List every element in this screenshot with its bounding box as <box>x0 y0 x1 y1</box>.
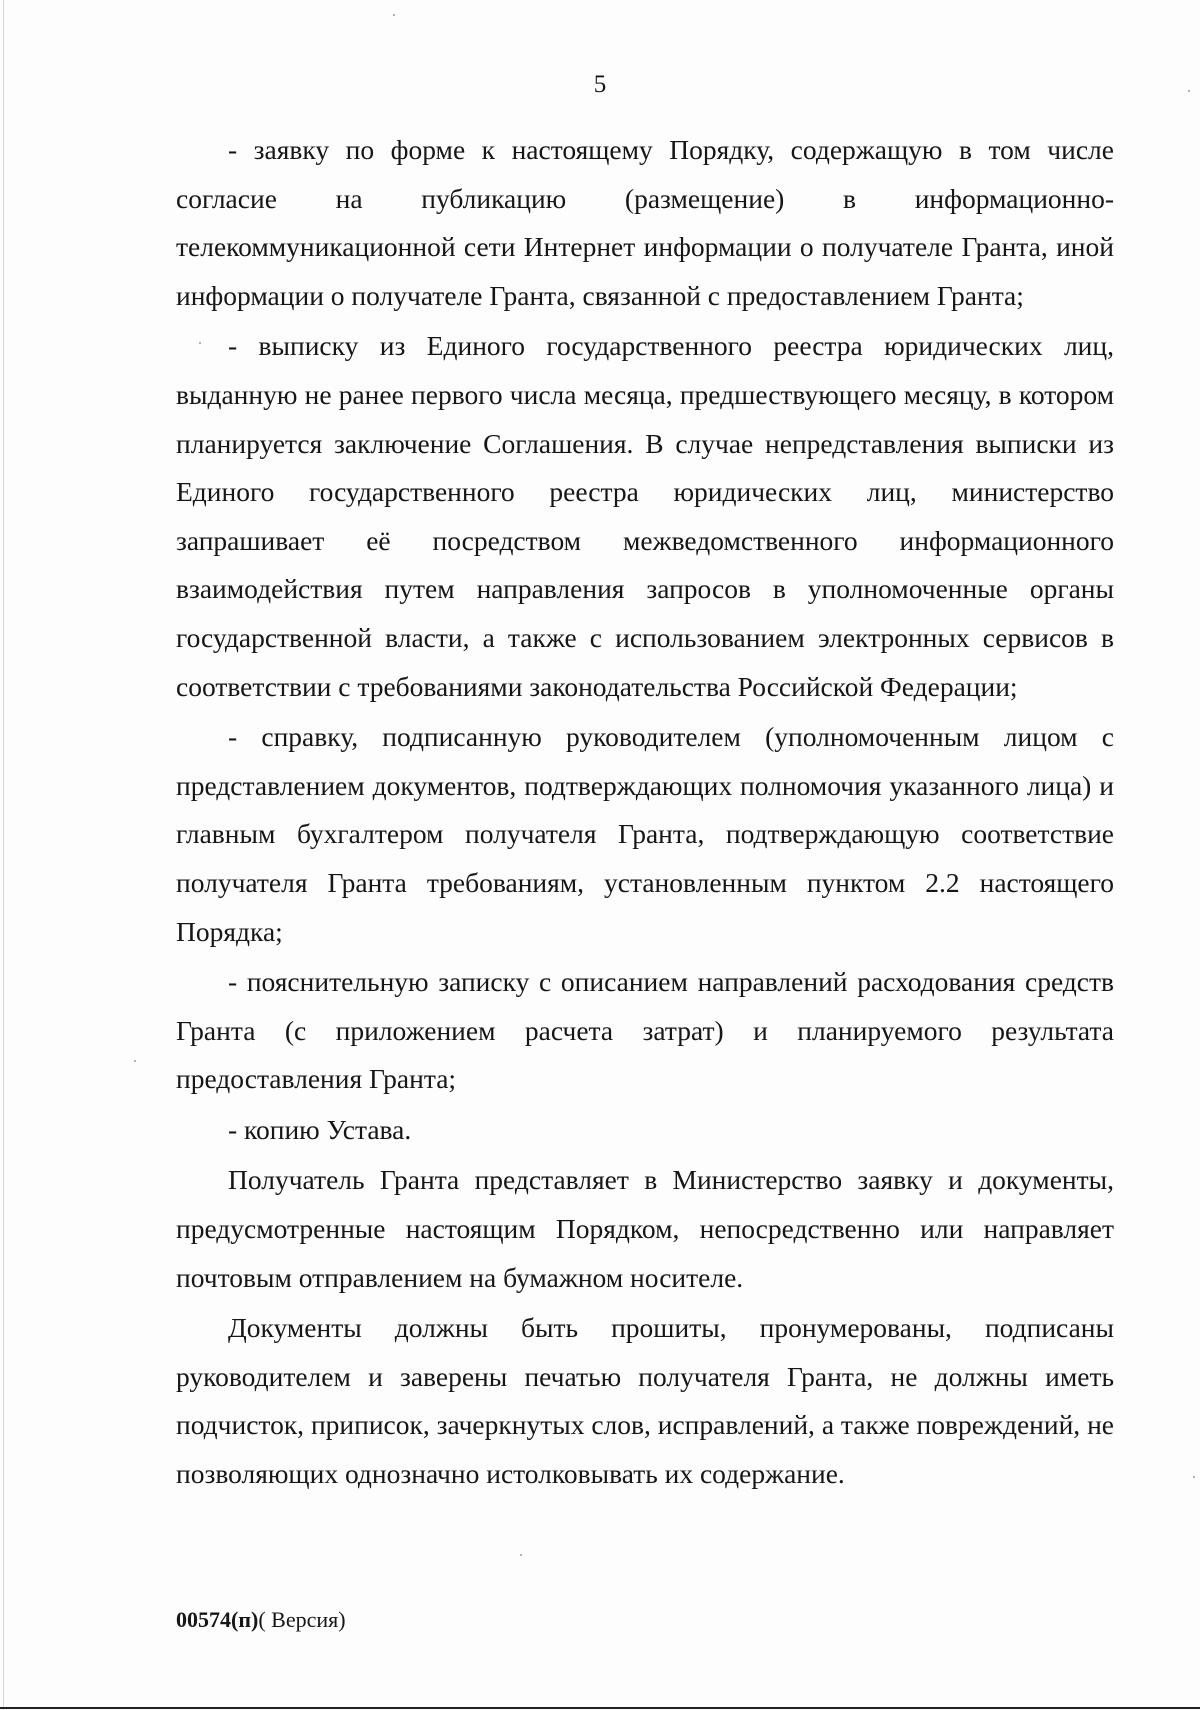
page-number: 5 <box>593 71 607 98</box>
paragraph-explanatory-note: - пояснительную записку с описанием направлений расходования средств Гранта (с приложением расчета затрат) и планируемого результата предоставления Гранта; <box>176 966 1114 1095</box>
scan-speck <box>393 14 395 16</box>
scan-speck <box>520 1554 522 1556</box>
paragraph-registry-extract: - выписку из Единого государственного реестра юридических лиц, выданную не ранее первого числа месяца, предшествующего месяцу, в котором планируется заключение Соглашения. В случае непредставления выписки из Единого государственного реестра юридических лиц, министерство запрашивает её посредством межведомственного информационного взаимодействия путем направления запросов в уполномоченные органы государственной власти, а также с использованием электронных сервисов в соответствии с требованиями законодательства Российской Федерации; <box>176 330 1114 702</box>
paragraph-application-form: - заявку по форме к настоящему Порядку, содержащую в том числе согласие на публикацию (размещение) в информационно-телекоммуникационной сети Интернет информации о получателе Гранта, иной информации о получателе Гранта, связанной с предоставлением Гранта; <box>176 134 1114 311</box>
footer-version: ( Версия) <box>258 1607 346 1632</box>
scan-edge-left <box>3 0 4 1710</box>
paragraph-certificate: - справку, подписанную руководителем (уполномоченным лицом с представлением документов, подтверждающих полномочия указанного лица) и главным бухгалтером получателя Гранта, подтверждающую соответствие получателя Гранта требованиям, установленным пунктом 2.2 настоящего Порядка; <box>176 721 1114 947</box>
footer-document-code <box>176 1606 346 1634</box>
scan-speck <box>1188 90 1190 92</box>
document-body <box>176 126 1114 1501</box>
paragraph-charter-copy: - копию Устава. <box>228 1113 412 1145</box>
scan-speck <box>1193 1476 1195 1478</box>
paragraph-submission: Получатель Гранта представляет в Министерство заявку и документы, предусмотренные настоящим Порядком, непосредственно или направляет почтовым отправлением на бумажном носителе. <box>176 1164 1114 1293</box>
paragraph-document-requirements: Документы должны быть прошиты, пронумерованы, подписаны руководителем и заверены печатью получателя Гранта, не должны иметь подчисток, приписок, зачеркнутых слов, исправлений, а также повреждений, не позволяющих однозначно истолковывать их содержание. <box>176 1312 1114 1490</box>
scan-edge-bottom <box>0 1707 1200 1709</box>
scan-speck <box>199 342 201 344</box>
scan-speck <box>134 1060 136 1062</box>
footer-code: 00574(п) <box>176 1607 259 1632</box>
